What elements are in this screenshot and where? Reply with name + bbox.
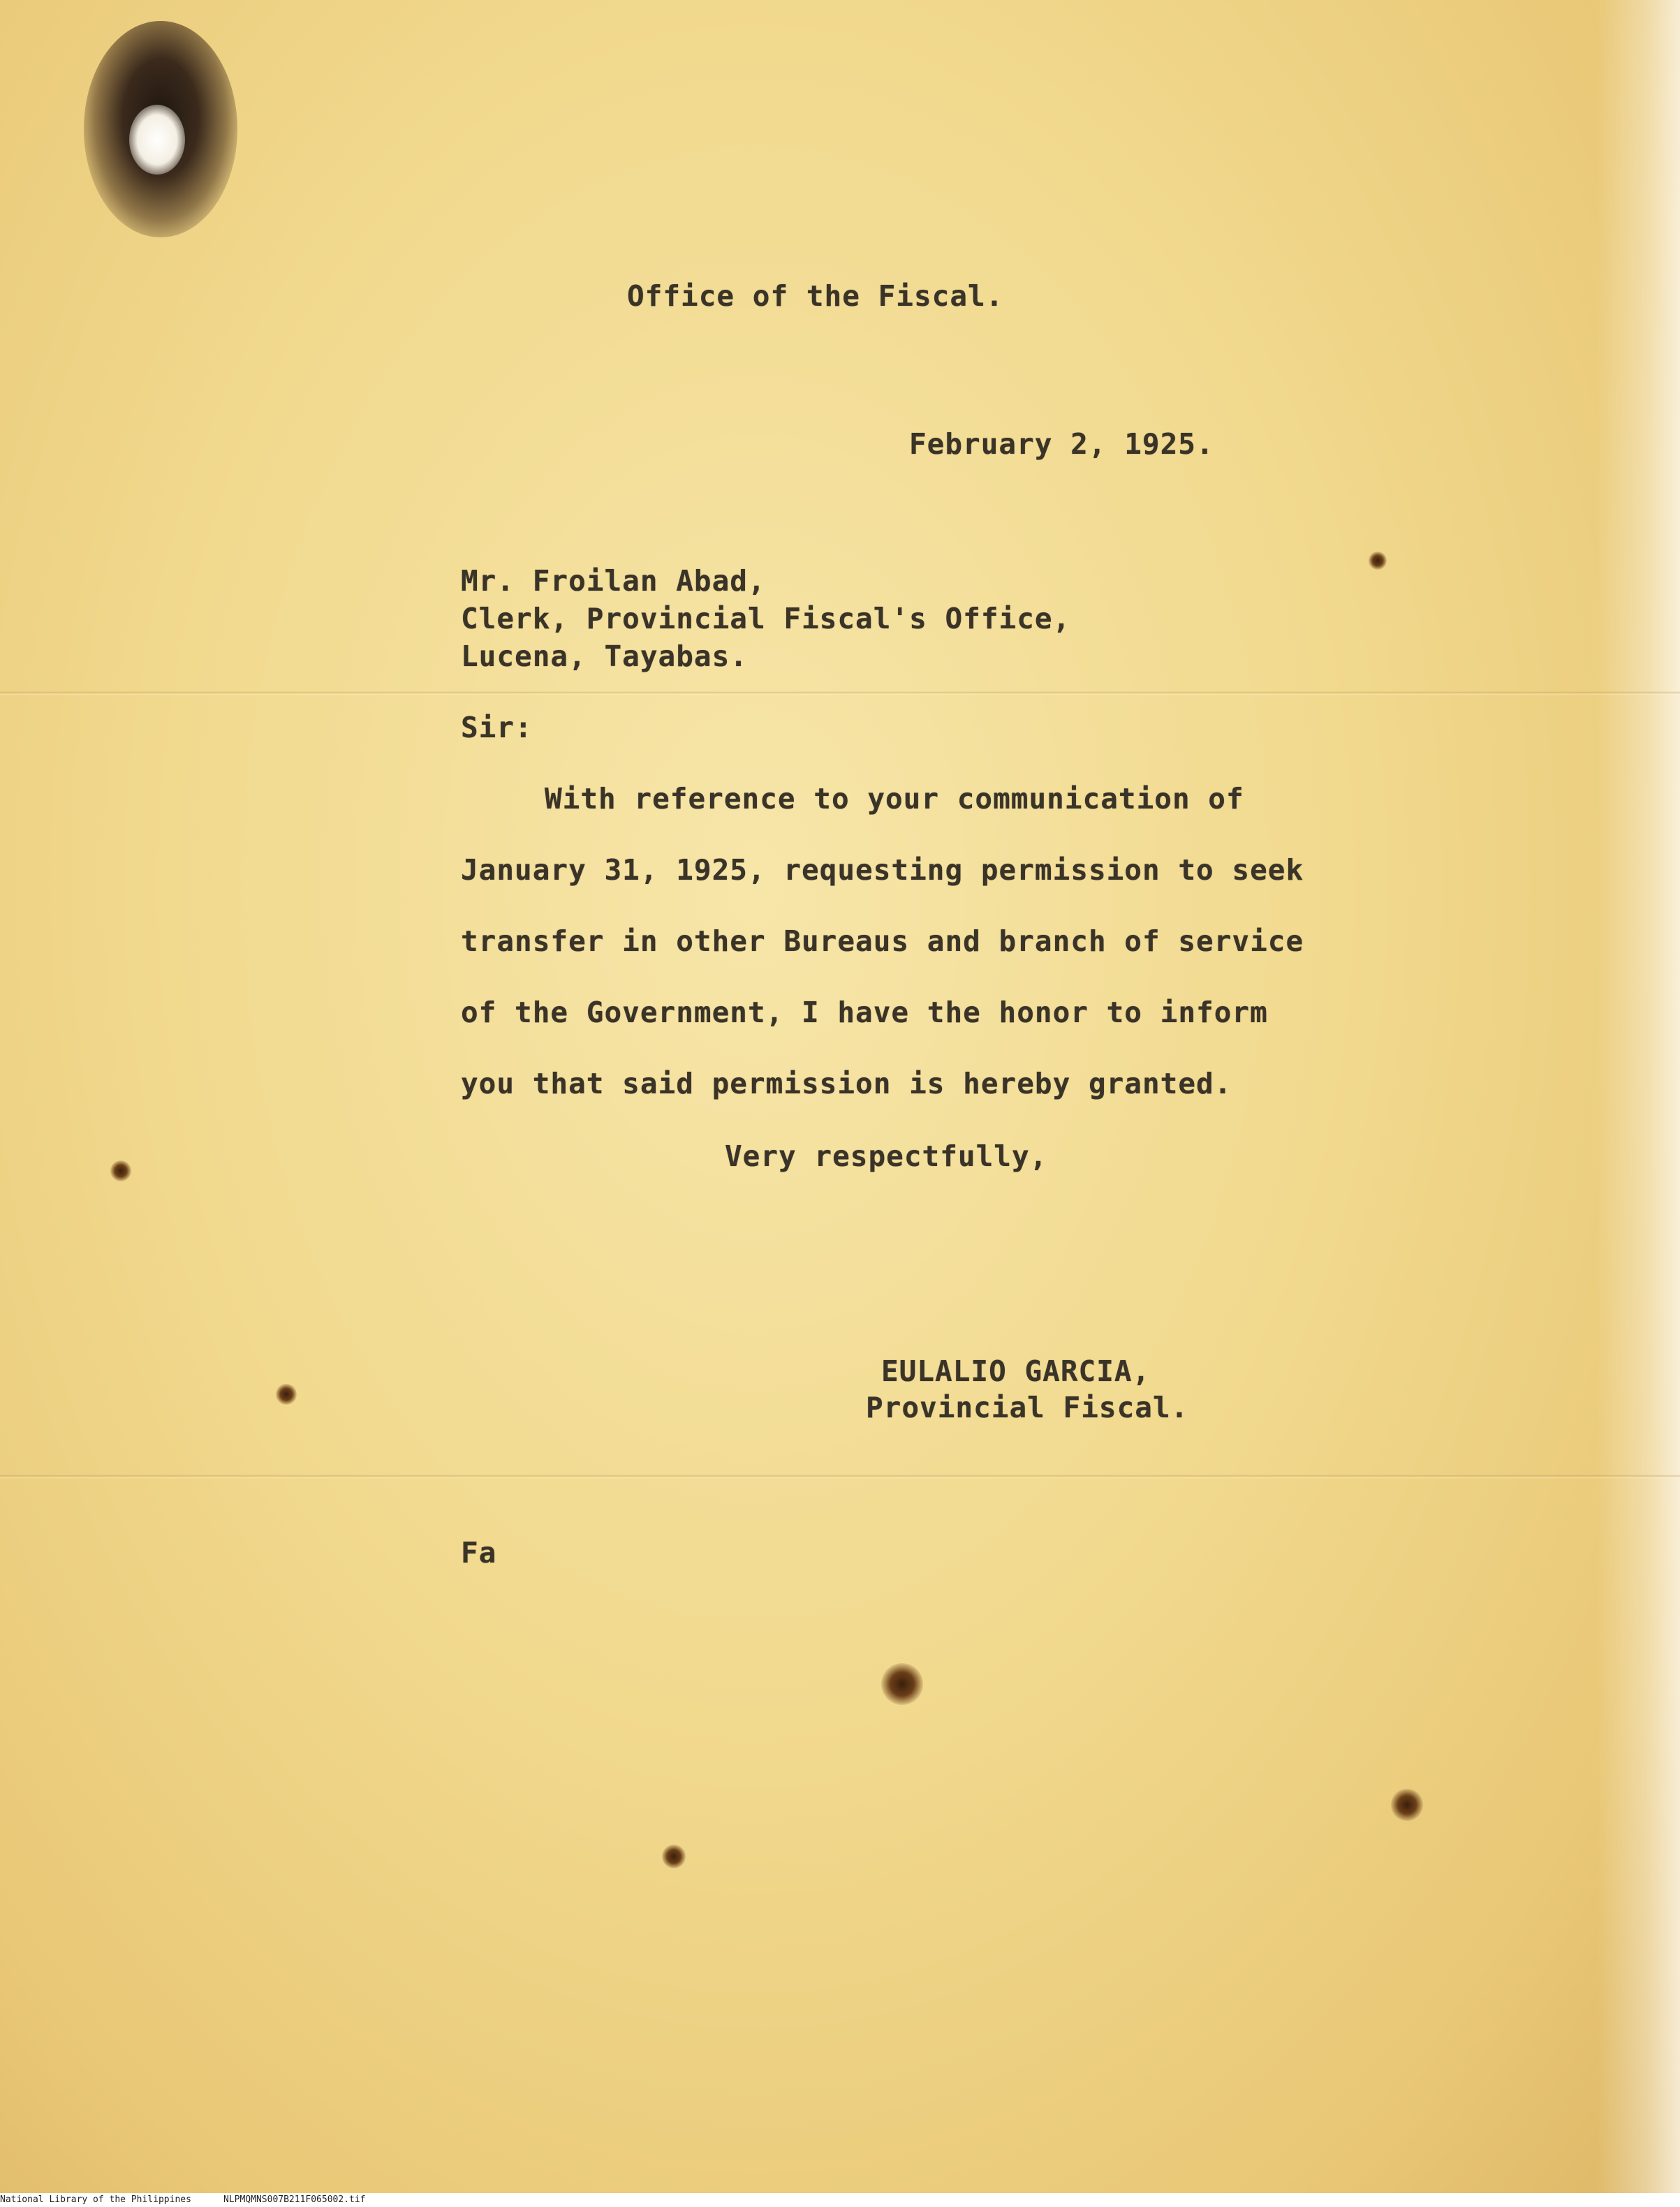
office-heading: Office of the Fiscal. xyxy=(627,279,1004,313)
ink-spot xyxy=(881,1663,923,1705)
burn-hole xyxy=(129,105,185,175)
signatory-title: Provincial Fiscal. xyxy=(866,1391,1189,1424)
typist-initials: Fa xyxy=(461,1536,497,1570)
file-name: NLPMQMNS007B211F065002.tif xyxy=(223,2194,366,2205)
body-line: you that said permission is hereby granted. xyxy=(461,1067,1232,1100)
ink-spot xyxy=(276,1384,297,1405)
paper-edge xyxy=(1596,0,1680,2207)
address-line: Clerk, Provincial Fiscal's Office, xyxy=(461,602,1071,635)
closing: Very respectfully, xyxy=(725,1139,1048,1173)
ink-spot xyxy=(110,1160,131,1181)
address-line: Mr. Froilan Abad, xyxy=(461,564,766,598)
ink-spot xyxy=(662,1845,686,1868)
ink-spot xyxy=(1391,1789,1423,1821)
scan-footer xyxy=(0,2193,1680,2207)
letter-date: February 2, 1925. xyxy=(909,427,1214,461)
fold-crease-lower xyxy=(0,1475,1680,1479)
body-line: With reference to your communication of xyxy=(545,782,1244,815)
library-credit: National Library of the Philippines xyxy=(0,2194,191,2205)
signatory-name: EULALIO GARCIA, xyxy=(881,1355,1151,1388)
body-line: of the Government, I have the honor to inform xyxy=(461,996,1268,1029)
address-line: Lucena, Tayabas. xyxy=(461,640,748,673)
ink-spot xyxy=(1369,552,1387,570)
body-line: transfer in other Bureaus and branch of service xyxy=(461,924,1304,958)
fold-crease-upper xyxy=(0,691,1680,695)
salutation: Sir: xyxy=(461,711,533,744)
body-line: January 31, 1925, requesting permission to seek xyxy=(461,853,1304,887)
